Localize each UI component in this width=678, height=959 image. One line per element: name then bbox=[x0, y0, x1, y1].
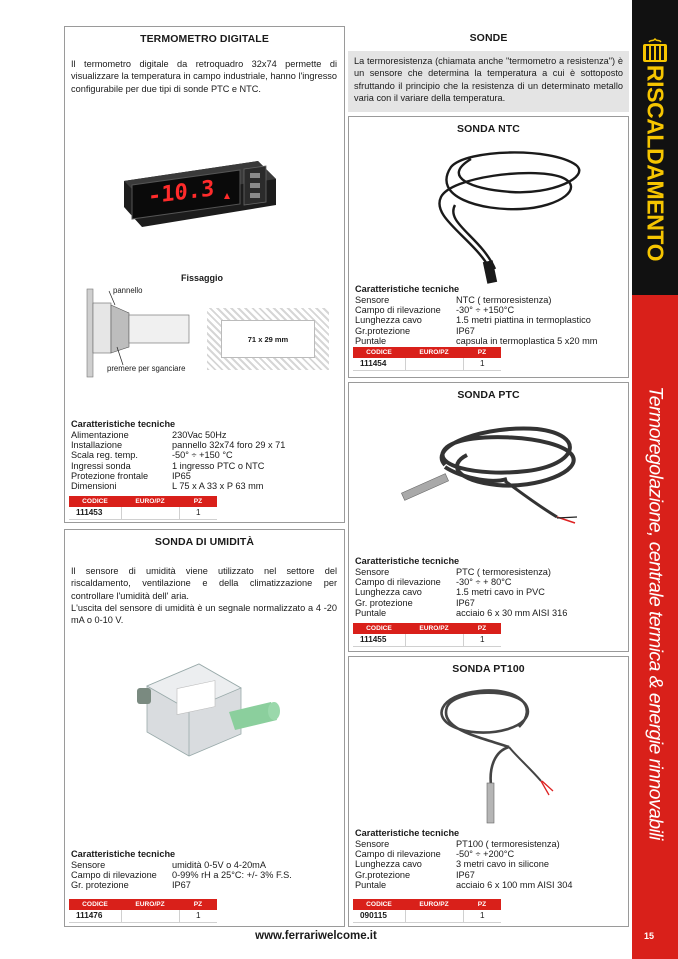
ptc-section bbox=[348, 382, 629, 652]
spec-label: Campo di rilevazione bbox=[355, 849, 441, 860]
umidita-specs-title: Caratteristiche tecniche bbox=[71, 849, 176, 859]
spec-row bbox=[355, 326, 597, 336]
display-value: -10.3 bbox=[148, 176, 215, 210]
spec-row bbox=[71, 440, 285, 450]
termometro-image bbox=[120, 153, 280, 233]
spec-row bbox=[355, 567, 567, 577]
spec-label: Protezione frontale bbox=[71, 470, 149, 481]
spec-row bbox=[71, 870, 292, 880]
spec-row bbox=[355, 849, 572, 859]
codice-value: 111476 bbox=[69, 910, 121, 922]
spec-value: pannello 32x74 foro 29 x 71 bbox=[172, 440, 286, 451]
header-pz: PZ bbox=[179, 496, 217, 507]
header-codice: CODICE bbox=[69, 899, 121, 910]
ntc-specs bbox=[355, 284, 597, 346]
spec-label: Lunghezza cavo bbox=[355, 587, 422, 598]
header-pz: PZ bbox=[463, 347, 501, 358]
termometro-code-table bbox=[69, 496, 217, 520]
spec-label: Sensore bbox=[355, 839, 390, 849]
page-number: 15 bbox=[644, 931, 655, 941]
spec-row bbox=[355, 295, 597, 305]
header-euro: EURO/PZ bbox=[405, 899, 463, 910]
fissaggio-premere-label: premere per sganciare bbox=[107, 364, 186, 373]
umidita-code-table bbox=[69, 899, 217, 923]
ptc-specs bbox=[355, 556, 567, 618]
codice-value: 111454 bbox=[353, 358, 405, 370]
spec-label: Puntale bbox=[355, 879, 387, 890]
header-codice: CODICE bbox=[69, 496, 121, 507]
spec-value: umidità 0-5V o 4-20mA bbox=[172, 860, 266, 870]
codice-value: 090115 bbox=[353, 910, 405, 922]
umidita-image bbox=[133, 660, 283, 760]
spec-row bbox=[71, 461, 285, 471]
spec-value: IP67 bbox=[456, 597, 475, 608]
spec-row bbox=[355, 305, 597, 315]
spec-value: -30° ÷ + 80°C bbox=[456, 577, 512, 588]
codice-value: 111455 bbox=[353, 634, 405, 646]
spec-row bbox=[355, 587, 567, 597]
sidebar-subtitle: Termoregolazione, centrale termica & energie rinnovabili bbox=[644, 386, 667, 840]
termometro-title: TERMOMETRO DIGITALE bbox=[140, 33, 269, 45]
ntc-title: SONDA NTC bbox=[457, 123, 520, 135]
ntc-section bbox=[348, 116, 629, 378]
spec-row bbox=[355, 315, 597, 325]
spec-value: -50° ÷ +150 °C bbox=[172, 450, 233, 461]
spec-row bbox=[71, 860, 292, 870]
sonde-title: SONDE bbox=[469, 32, 508, 44]
spec-label: Gr.protezione bbox=[355, 869, 411, 880]
header-euro: EURO/PZ bbox=[121, 496, 179, 507]
pt100-specs-title: Caratteristiche tecniche bbox=[355, 828, 460, 838]
spec-value: IP67 bbox=[456, 325, 475, 336]
spec-value: IP67 bbox=[172, 880, 191, 891]
spec-value: acciaio 6 x 100 mm AISI 304 bbox=[456, 879, 573, 890]
pt100-specs bbox=[355, 828, 572, 890]
spec-label: Ingressi sonda bbox=[71, 460, 131, 471]
spec-value: -50° ÷ +200°C bbox=[456, 849, 515, 860]
sonde-section bbox=[348, 26, 629, 112]
codice-value: 111453 bbox=[69, 507, 121, 519]
category-sidebar bbox=[632, 0, 678, 959]
spec-value: 3 metri cavo in silicone bbox=[456, 859, 549, 870]
pz-value: 1 bbox=[463, 358, 501, 370]
spec-label: Lunghezza cavo bbox=[355, 859, 422, 870]
spec-label: Gr. protezione bbox=[71, 880, 129, 891]
pz-value: 1 bbox=[179, 507, 217, 519]
euro-value bbox=[405, 358, 463, 370]
termometro-specs bbox=[71, 419, 285, 491]
ptc-specs-title: Caratteristiche tecniche bbox=[355, 556, 460, 566]
euro-value bbox=[405, 910, 463, 922]
spec-value: -30° ÷ +150°C bbox=[456, 305, 515, 316]
spec-row bbox=[355, 870, 572, 880]
sonde-description: La termoresistenza (chiamata anche "termometro a resistenza") è un sensore che determina la temperatura a cui è sottoposto sfruttando il principio che la resistenza di un determinato metallo varia con il variare della temperatura. bbox=[354, 56, 623, 103]
spec-label: Sensore bbox=[355, 295, 390, 305]
sidebar-category: RISCALDAMENTO bbox=[642, 64, 669, 262]
header-euro: EURO/PZ bbox=[121, 899, 179, 910]
header-codice: CODICE bbox=[353, 347, 405, 358]
header-codice: CODICE bbox=[353, 899, 405, 910]
spec-label: Campo di rilevazione bbox=[355, 305, 441, 316]
spec-row bbox=[71, 430, 285, 440]
spec-row bbox=[355, 839, 572, 849]
footer-url[interactable]: www.ferrariwelcome.it bbox=[255, 930, 377, 942]
spec-value: L 75 x A 33 x P 63 mm bbox=[172, 481, 264, 492]
spec-value: 0-99% rH a 25°C: +/- 3% F.S. bbox=[172, 870, 292, 881]
spec-value: acciaio 6 x 30 mm AISI 316 bbox=[456, 607, 568, 618]
header-codice: CODICE bbox=[353, 623, 405, 634]
pt100-code-table bbox=[353, 899, 501, 923]
spec-value: IP65 bbox=[172, 470, 191, 481]
spec-label: Gr. protezione bbox=[355, 597, 413, 608]
spec-label: Dimensioni bbox=[71, 481, 117, 492]
pz-value: 1 bbox=[179, 910, 217, 922]
umidita-description2: L'uscita del sensore di umidità è un segnale normalizzato a 4 -20 mA o 0-10 V. bbox=[71, 603, 337, 626]
spec-row bbox=[355, 336, 597, 346]
spec-label: Sensore bbox=[71, 860, 106, 870]
spec-row bbox=[71, 450, 285, 460]
spec-value: capsula in termoplastica 5 x20 mm bbox=[456, 335, 598, 346]
euro-value bbox=[405, 634, 463, 646]
spec-value: 230Vac 50Hz bbox=[172, 430, 227, 440]
spec-label: Puntale bbox=[355, 335, 387, 346]
umidita-title: SONDA DI UMIDITÀ bbox=[154, 536, 255, 548]
spec-value: 1.5 metri piattina in termoplastico bbox=[456, 315, 591, 326]
spec-label: Installazione bbox=[71, 440, 123, 451]
umidita-description: Il sensore di umidità viene utilizzato nel settore del riscaldamento, ventilazione e della climatizzazione per controllare l'umidità dell' aria. bbox=[71, 566, 337, 601]
ptc-title: SONDA PTC bbox=[457, 389, 520, 401]
header-pz: PZ bbox=[463, 623, 501, 634]
spec-label: Sensore bbox=[355, 567, 390, 577]
spec-label: Campo di rilevazione bbox=[355, 577, 441, 588]
spec-label: Lunghezza cavo bbox=[355, 315, 422, 326]
spec-value: IP67 bbox=[456, 869, 475, 880]
termometro-section bbox=[64, 26, 345, 523]
ntc-code-table bbox=[353, 347, 501, 371]
termometro-description: Il termometro digitale da retroquadro 32x74 permette di visualizzare la temperatura in campo industriale, hanno l'ingresso configurabile per due tipi di sonde PTC e NTC. bbox=[71, 59, 337, 94]
spec-value: 1.5 metri cavo in PVC bbox=[456, 587, 545, 598]
ntc-image bbox=[411, 137, 591, 287]
fissaggio-pannello-label: pannello bbox=[113, 286, 143, 295]
spec-value: PTC ( termoresistenza) bbox=[456, 567, 551, 577]
spec-label: Puntale bbox=[355, 607, 387, 618]
spec-label: Gr.protezione bbox=[355, 325, 411, 336]
spec-row bbox=[71, 880, 292, 890]
umidita-section bbox=[64, 529, 345, 927]
header-euro: EURO/PZ bbox=[405, 347, 463, 358]
spec-row bbox=[355, 859, 572, 869]
header-pz: PZ bbox=[463, 899, 501, 910]
spec-row bbox=[355, 577, 567, 587]
header-pz: PZ bbox=[179, 899, 217, 910]
pt100-image bbox=[399, 677, 559, 827]
spec-label: Campo di rilevazione bbox=[71, 870, 157, 881]
spec-row bbox=[355, 880, 572, 890]
ptc-code-table bbox=[353, 623, 501, 647]
fissaggio-size: 71 x 29 mm bbox=[221, 320, 315, 358]
spec-value: PT100 ( termoresistenza) bbox=[456, 839, 560, 849]
pt100-section bbox=[348, 656, 629, 927]
termometro-specs-title: Caratteristiche tecniche bbox=[71, 419, 176, 429]
sonde-description-panel bbox=[348, 51, 629, 112]
fissaggio-hole bbox=[207, 308, 329, 370]
spec-row bbox=[355, 608, 567, 618]
spec-row bbox=[71, 471, 285, 481]
ntc-specs-title: Caratteristiche tecniche bbox=[355, 284, 460, 294]
radiator-icon bbox=[641, 38, 669, 64]
spec-value: NTC ( termoresistenza) bbox=[456, 295, 552, 305]
euro-value bbox=[121, 507, 179, 519]
euro-value bbox=[121, 910, 179, 922]
pt100-title: SONDA PT100 bbox=[452, 663, 525, 675]
spec-value: 1 ingresso PTC o NTC bbox=[172, 460, 265, 471]
pz-value: 1 bbox=[463, 910, 501, 922]
ptc-image bbox=[387, 405, 597, 545]
spec-label: Scala reg. temp. bbox=[71, 450, 138, 461]
spec-row bbox=[71, 481, 285, 491]
umidita-specs bbox=[71, 849, 292, 891]
pz-value: 1 bbox=[463, 634, 501, 646]
header-euro: EURO/PZ bbox=[405, 623, 463, 634]
fissaggio-title: Fissaggio bbox=[181, 273, 224, 283]
spec-row bbox=[355, 598, 567, 608]
spec-label: Alimentazione bbox=[71, 430, 129, 440]
